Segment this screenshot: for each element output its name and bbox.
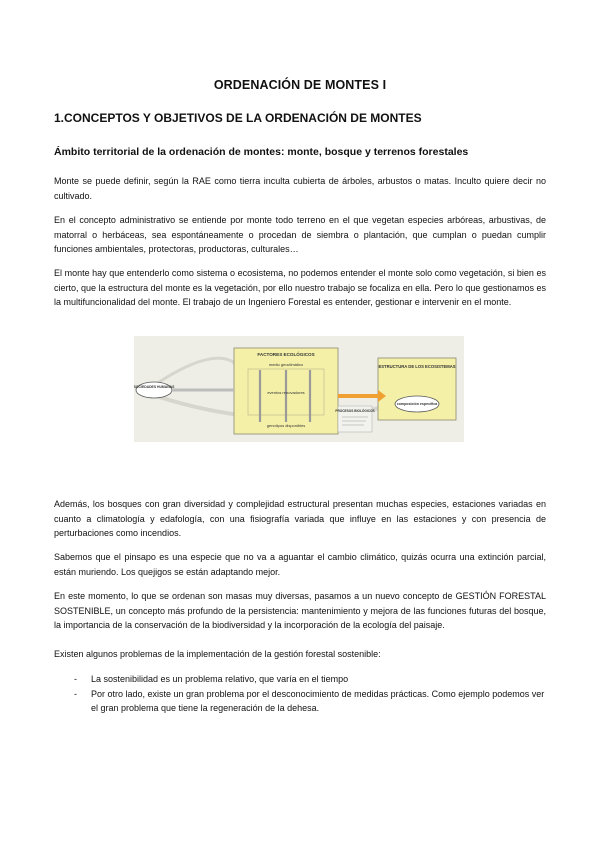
paragraph-ecosystem: El monte hay que entenderlo como sistema o ecosistema, no podemos entender el monte solo como vegetación, si bien es cierto, que la estructura del monte es la vegetación, por ello nuestro trabajo se focaliza en ella. Pero lo que gestionamos es la multifuncionalidad del monte. El trabajo de un Ingeniero Forestal es entender, gestionar e intervenir en el monte. [54, 268, 546, 308]
ecological-factors-diagram [134, 336, 464, 442]
estructura-label: ESTRUCTURA DE LOS ECOSISTEMAS [378, 364, 456, 369]
list-item-text: Por otro lado, existe un gran problema por el desconocimiento de medidas prácticas. Como ejemplo podemos ver el gran problema que tiene la regeneración de la dehesa. [91, 688, 545, 714]
paragraph-diversity: Además, los bosques con gran diversidad y complejidad estructural presentan muchas especies, estaciones variadas en cuanto a climatología y edafología, con una fisiografía variada que influye en las estaciones y con presencia de perturbaciones como incendios. [54, 499, 546, 539]
factors-label: FACTORES ECOLÓGICOS [257, 352, 315, 357]
subsection-heading: Ámbito territorial de la ordenación de montes: monte, bosque y terrenos forestales [54, 146, 469, 158]
list-item [54, 687, 546, 716]
paragraph-administrative-concept: En el concepto administrativo se entiende por monte todo terreno en el que vegetan especies arbóreas, arbustivas, de matorral o herbáceas, sea espontáneamente o procedan de siembra o plantación, que cumplan o puedan cumplir funciones ambientales, protectoras, productoras, culturales… [54, 215, 546, 255]
sociedades-label: SOCIEDADES HUMANAS [134, 385, 175, 389]
procesos-label: PROCESOS BIOLÓGICOS [335, 409, 375, 413]
paragraph-problems-intro: Existen algunos problemas de la implementación de la gestión forestal sostenible: [54, 649, 381, 659]
genotipos-label: genotipos disponibles [266, 423, 306, 428]
bullet-dash: - [74, 674, 77, 684]
paragraph-monte-definition: Monte se puede definir, según la RAE como tierra inculta cubierta de árboles, arbustos o matas. Inculto quiere decir no cultivado. [54, 176, 546, 201]
list-item-text: La sostenibilidad es un problema relativo, que varía en el tiempo [91, 674, 349, 684]
medio-label: medio geoclimático [268, 362, 304, 367]
document-title: ORDENACIÓN DE MONTES I [213, 78, 387, 92]
bullet-dash: - [74, 688, 77, 699]
paragraph-sustainable-management: En este momento, lo que se ordenan son masas muy diversas, pasamos a un nuevo concepto de GESTIÓN FORESTAL SOSTENIBLE, un concepto más profundo de la persistencia: mantenimiento y mejora de las funciones futuras del bosque, la importancia de la conservación de la biodiversidad y la incorporación de la ecología del paisaje. [54, 591, 546, 631]
list-item [54, 672, 546, 687]
problems-list [54, 672, 546, 716]
composicion-label: composición específica [396, 402, 438, 406]
eventos-label: eventos renovadores [267, 390, 305, 395]
paragraph-pinsapo: Sabemos que el pinsapo es una especie que no va a aguantar el cambio climático, quizás ocurra una extinción parcial, están muriendo. Los quejigos se están adaptando mejor. [54, 552, 546, 577]
section-heading: 1.CONCEPTOS Y OBJETIVOS DE LA ORDENACIÓN DE MONTES [54, 111, 422, 125]
